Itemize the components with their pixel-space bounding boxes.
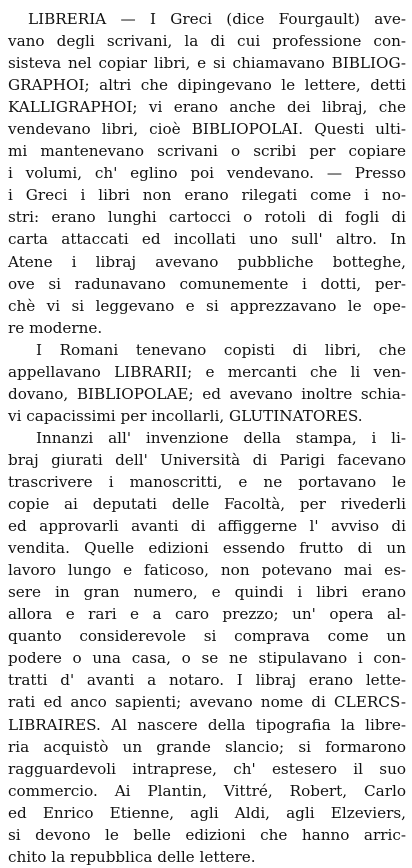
- text-line: quanto considerevole si comprava come un: [8, 627, 406, 646]
- text-line: vano degli scrivani, la di cui professione con-: [8, 32, 406, 51]
- text-line: KALLIGRAPHOI; vi erano anche dei libraj, che: [8, 98, 406, 117]
- text-line: i Greci i libri non erano rilegati come i no-: [8, 186, 406, 205]
- text-line: ragguardevoli intraprese, ch' estesero il suo: [8, 759, 406, 778]
- text-line: ria acquistò un grande slancio; si formarono: [8, 737, 406, 756]
- text-line: stri: erano lunghi cartocci o rotoli di fogli di: [8, 208, 406, 227]
- text-line: rati ed anco sapienti; avevano nome di CLERCS-: [8, 693, 406, 712]
- text-line: appellavano LIBRARII; e mercanti che li ven-: [8, 362, 406, 381]
- text-line: ove si radunavano comunemente i dotti, per-: [8, 274, 406, 293]
- text-line: GRAPHOI; altri che dipingevano le lettere, detti: [8, 76, 406, 95]
- text-line: tratti d' avanti a notaro. I libraj erano lette-: [8, 671, 406, 690]
- text-line: commercio. Ai Plantin, Vittré, Robert, Carlo: [8, 781, 406, 800]
- text-line: LIBRAIRES. Al nascere della tipografia la libre-: [8, 715, 406, 734]
- article-text: [8, 8, 406, 868]
- text-line: braj giurati dell' Università di Parigi facevano: [8, 450, 406, 469]
- text-line: trascrivere i manoscritti, e ne portavano le: [8, 472, 406, 491]
- text-line: chè vi si leggevano e si apprezzavano le ope-: [8, 296, 406, 315]
- text-line: LIBRERIA — I Greci (dice Fourgault) ave-: [28, 10, 406, 28]
- text-line: ed approvarli avanti di affiggerne l' avviso di: [8, 517, 406, 536]
- text-line: ed Enrico Etienne, agli Aldi, agli Elzeviers,: [8, 803, 406, 822]
- text-line: copie ai deputati delle Facoltà, per rivederli: [8, 495, 406, 514]
- text-line: dovano, BIBLIOPOLAE; ed avevano inoltre schia-: [8, 384, 406, 403]
- document-page: [8, 8, 406, 868]
- text-line: carta attaccati ed incollati uno sull' altro. In: [8, 230, 406, 249]
- text-line: allora e rari e a caro prezzo; un' opera al-: [8, 605, 406, 624]
- text-line: lavoro lungo e faticoso, non potevano mai es-: [8, 561, 406, 580]
- text-line: vendevano libri, cioè BIBLIOPOLAI. Questi ulti-: [8, 120, 406, 139]
- text-line: sere in gran numero, e quindi i libri erano: [8, 583, 406, 602]
- text-line: i volumi, ch' eglino poi vendevano. — Presso: [8, 164, 406, 183]
- text-line: sisteva nel copiar libri, e si chiamavano BIBLIOG-: [8, 54, 406, 73]
- text-line: vi capacissimi per incollarli, GLUTINATORES.: [8, 406, 363, 425]
- text-line: podere o una casa, o se ne stipulavano i con-: [8, 649, 406, 668]
- text-line: si devono le belle edizioni che hanno arric-: [8, 825, 406, 844]
- text-line: Innanzi all' invenzione della stampa, i li-: [36, 428, 406, 447]
- text-line: re moderne.: [8, 318, 103, 337]
- text-line: I Romani tenevano copisti di libri, che: [36, 340, 406, 359]
- text-line: mi mantenevano scrivani o scribi per copiare: [8, 142, 406, 161]
- text-line: Atene i libraj avevano pubbliche botteghe,: [8, 252, 406, 271]
- text-line: chito la repubblica delle lettere.: [8, 847, 256, 866]
- text-line: vendita. Quelle edizioni essendo frutto di un: [8, 539, 406, 558]
